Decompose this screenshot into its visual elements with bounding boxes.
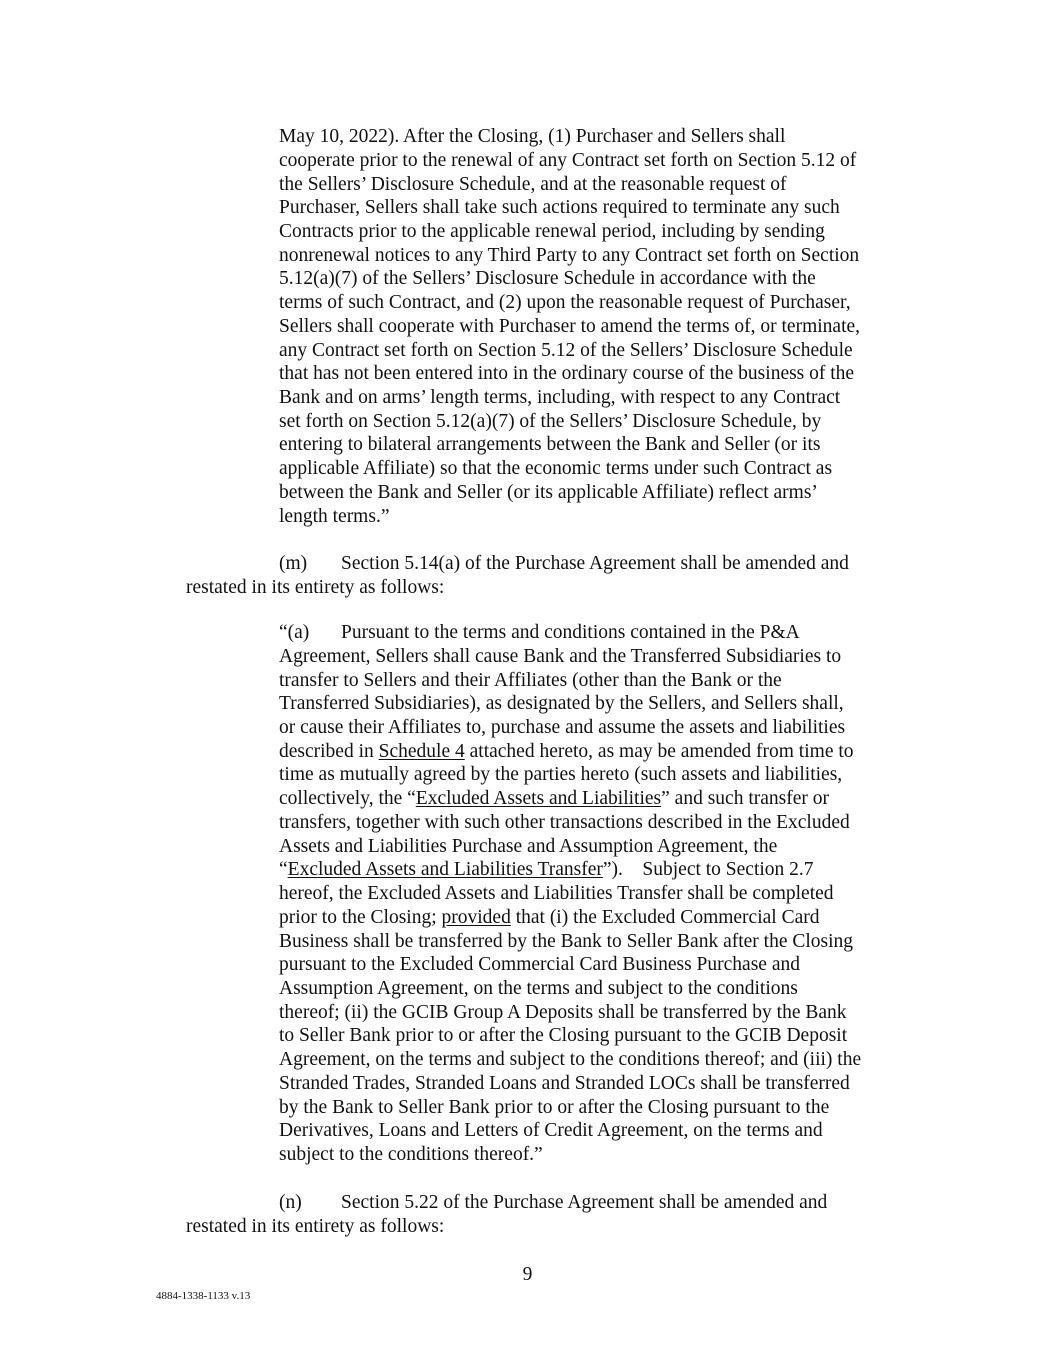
block1-line: 5.12(a)(7) of the Sellers’ Disclosure Schedule in accordance with the [279, 268, 816, 289]
block1-line: Purchaser, Sellers shall take such actions required to terminate any such [279, 197, 840, 218]
block2-line: Derivatives, Loans and Letters of Credit Agreement, on the terms and [279, 1120, 823, 1141]
block1-line: nonrenewal notices to any Third Party to any Contract set forth on Section [279, 245, 860, 266]
para-m-marker: (m) [279, 553, 308, 574]
block2-line: Assets and Liabilities Purchase and Assumption Agreement, the [279, 836, 778, 857]
block2-line [279, 787, 829, 811]
block2-line: Pursuant to the terms and conditions contained in the P&A [341, 622, 800, 643]
para-m-line: Section 5.14(a) of the Purchase Agreement shall be amended and [341, 553, 849, 574]
block1-line: May 10, 2022). After the Closing, (1) Purchaser and Sellers shall [279, 126, 786, 147]
schedule-4-reference: Schedule 4 [378, 741, 465, 762]
block2-line: transfers, together with such other transactions described in the Excluded [279, 812, 850, 833]
block2-line: Stranded Trades, Stranded Loans and Stranded LOCs shall be transferred [279, 1073, 850, 1094]
block2-line: hereof, the Excluded Assets and Liabilities Transfer shall be completed [279, 883, 834, 904]
text: ”). Subject to Section 2.7 [602, 859, 814, 880]
block1-line: applicable Affiliate) so that the economic terms under such Contract as [279, 458, 833, 479]
document-id: 4884-1338-1133 v.13 [156, 1290, 251, 1302]
provided-term: provided [441, 907, 511, 928]
block2-line: by the Bank to Seller Bank prior to or after the Closing pursuant to the [279, 1097, 830, 1118]
block2-line [279, 740, 854, 764]
page-number: 9 [522, 1264, 533, 1285]
block1-line: set forth on Section 5.12(a)(7) of the Sellers’ Disclosure Schedule, by [279, 411, 822, 432]
text: ” and such transfer or [661, 788, 829, 809]
text: attached hereto, as may be amended from time to [464, 741, 854, 762]
block1-line: cooperate prior to the renewal of any Contract set forth on Section 5.12 of [279, 150, 857, 171]
block1-line: any Contract set forth on Section 5.12 of the Sellers’ Disclosure Schedule [279, 340, 853, 361]
block2-line: Business shall be transferred by the Bank to Seller Bank after the Closing [279, 931, 854, 952]
block2-line [279, 858, 814, 882]
block2-line: Agreement, on the terms and subject to the conditions thereof; and (iii) the [279, 1049, 862, 1070]
defined-term: Excluded Assets and Liabilities Transfer [287, 859, 603, 880]
block2-line: to Seller Bank prior to or after the Closing pursuant to the GCIB Deposit [279, 1025, 848, 1046]
block1-line: Sellers shall cooperate with Purchaser to amend the terms of, or terminate, [279, 316, 861, 337]
block2-line [279, 906, 819, 930]
text: collectively, the “ [279, 788, 416, 809]
block2-line: time as mutually agreed by the parties hereto (such assets and liabilities, [279, 764, 843, 785]
block2-line: subject to the conditions thereof.” [279, 1144, 543, 1165]
text: prior to the Closing; [279, 907, 442, 928]
block2-line: transfer to Sellers and their Affiliates (other than the Bank or the [279, 670, 782, 691]
block2-line: Assumption Agreement, on the terms and subject to the conditions [279, 978, 798, 999]
block2-line: or cause their Affiliates to, purchase and assume the assets and liabilities [279, 717, 846, 738]
para-n-line: restated in its entirety as follows: [186, 1216, 445, 1237]
block2-line: thereof; (ii) the GCIB Group A Deposits shall be transferred by the Bank [279, 1002, 847, 1023]
block1-line: Bank and on arms’ length terms, including, with respect to any Contract [279, 387, 841, 408]
text: “ [279, 859, 288, 880]
block1-line: Contracts prior to the applicable renewal period, including by sending [279, 221, 825, 242]
para-m-line: restated in its entirety as follows: [186, 577, 445, 598]
para-n-line: Section 5.22 of the Purchase Agreement shall be amended and [341, 1192, 828, 1213]
para-n-marker: (n) [279, 1192, 302, 1213]
block1-line: the Sellers’ Disclosure Schedule, and at the reasonable request of [279, 174, 787, 195]
block1-line: entering to bilateral arrangements between the Bank and Seller (or its [279, 434, 821, 455]
block2-line: pursuant to the Excluded Commercial Card Business Purchase and [279, 954, 800, 975]
block1-line: between the Bank and Seller (or its applicable Affiliate) reflect arms’ [279, 482, 818, 503]
text: described in [279, 741, 379, 762]
text: that (i) the Excluded Commercial Card [510, 907, 820, 928]
block2-line: Transferred Subsidiaries), as designated by the Sellers, and Sellers shall, [279, 693, 844, 714]
block1-line: that has not been entered into in the ordinary course of the business of the [279, 363, 855, 384]
defined-term: Excluded Assets and Liabilities [415, 788, 662, 809]
block2-marker: “(a) [279, 622, 310, 643]
block1-line: length terms.” [279, 506, 390, 527]
block1-line: terms of such Contract, and (2) upon the reasonable request of Purchaser, [279, 292, 851, 313]
block2-line: Agreement, Sellers shall cause Bank and the Transferred Subsidiaries to [279, 646, 842, 667]
